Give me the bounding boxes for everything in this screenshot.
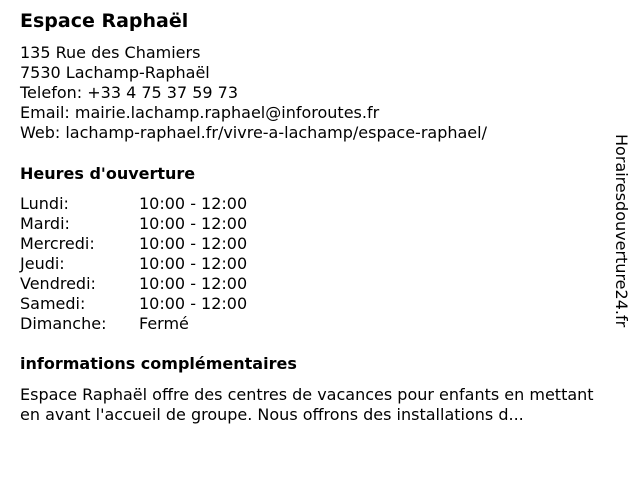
hours-day: Dimanche: <box>20 314 107 333</box>
hours-row <box>20 274 247 294</box>
address-street: 135 Rue des Chamiers <box>20 43 201 62</box>
hours-row <box>20 214 247 234</box>
hours-row <box>20 234 247 254</box>
info-description: Espace Raphaël offre des centres de vacances pour enfants en mettant en avant l'accueil de groupe. Nous offrons des installations d... <box>20 385 594 424</box>
hours-time: 10:00 - 12:00 <box>139 274 248 293</box>
hours-day: Jeudi: <box>20 254 65 273</box>
hours-heading: Heures d'ouverture <box>20 164 196 183</box>
hours-day: Mercredi: <box>20 234 95 253</box>
hours-time: 10:00 - 12:00 <box>139 234 248 253</box>
hours-row <box>20 314 247 334</box>
hours-time: Fermé <box>139 314 189 333</box>
phone-text: Telefon: +33 4 75 37 59 73 <box>20 83 239 102</box>
hours-day: Mardi: <box>20 214 70 233</box>
hours-time: 10:00 - 12:00 <box>139 254 248 273</box>
hours-time: 10:00 - 12:00 <box>139 194 248 213</box>
page-title: Espace Raphaël <box>20 10 189 32</box>
hours-day: Lundi: <box>20 194 69 213</box>
info-heading: informations complémentaires <box>20 354 297 373</box>
hours-row <box>20 194 247 214</box>
site-watermark: Horairesdouverture24.fr <box>612 134 631 328</box>
hours-day: Samedi: <box>20 294 86 313</box>
hours-row <box>20 254 247 274</box>
email-text: Email: mairie.lachamp.raphael@inforoutes.fr <box>20 103 380 122</box>
hours-day: Vendredi: <box>20 274 96 293</box>
hours-table <box>20 194 247 334</box>
web-text: Web: lachamp-raphael.fr/vivre-a-lachamp/espace-raphael/ <box>20 123 487 142</box>
address-city: 7530 Lachamp-Raphaël <box>20 63 210 82</box>
hours-time: 10:00 - 12:00 <box>139 214 248 233</box>
hours-time: 10:00 - 12:00 <box>139 294 248 313</box>
contact-block <box>20 43 487 143</box>
hours-row <box>20 294 247 314</box>
